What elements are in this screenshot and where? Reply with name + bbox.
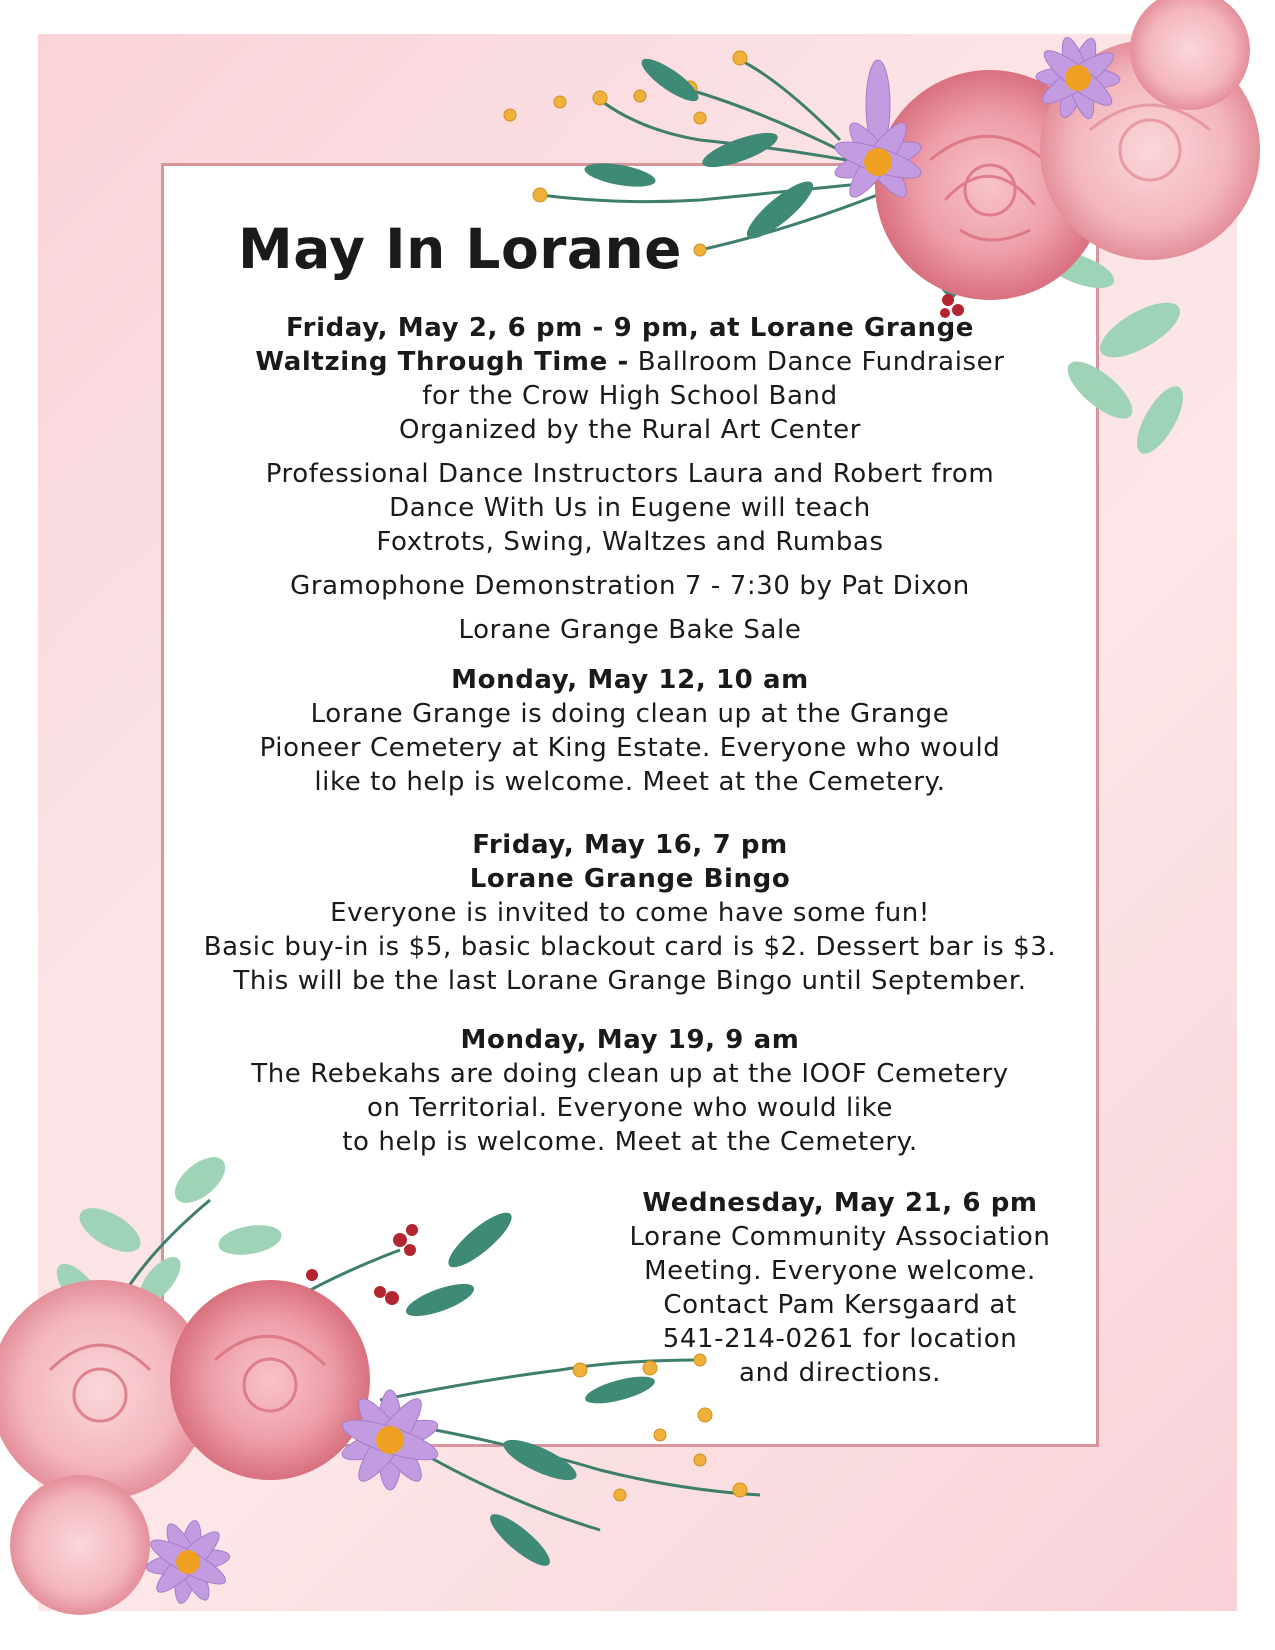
event-line: Organized by the Rural Art Center	[398, 415, 862, 445]
event-subtitle-rest: Ballroom Dance Fundraiser	[628, 347, 1005, 377]
page-title: May In Lorane	[238, 217, 682, 281]
event-may-21	[600, 1186, 1080, 1390]
event-may-16	[170, 828, 1090, 998]
event-line: Foxtrots, Swing, Waltzes and Rumbas	[376, 527, 884, 557]
event-may-2	[190, 311, 1070, 647]
event-line: Professional Dance Instructors Laura and Robert from	[265, 459, 995, 489]
event-heading: Monday, May 12, 10 am	[451, 665, 809, 695]
event-line: Lorane Grange Bake Sale	[458, 615, 802, 645]
event-line: Meeting. Everyone welcome.	[644, 1256, 1036, 1286]
event-line: Gramophone Demonstration 7 - 7:30 by Pat Dixon	[290, 571, 970, 601]
event-line: 541-214-0261 for location	[662, 1324, 1018, 1354]
event-may-19	[190, 1023, 1070, 1159]
event-line: This will be the last Lorane Grange Bingo until September.	[233, 966, 1027, 996]
event-line: Lorane Community Association	[629, 1222, 1051, 1252]
event-line: The Rebekahs are doing clean up at the IOOF Cemetery	[251, 1059, 1009, 1089]
event-line: like to help is welcome. Meet at the Cemetery.	[314, 767, 946, 797]
event-subtitle	[190, 345, 1070, 379]
event-may-12	[190, 663, 1070, 799]
event-line: on Territorial. Everyone who would like	[366, 1093, 894, 1123]
event-line: Everyone is invited to come have some fun!	[330, 898, 930, 928]
event-heading-2: Lorane Grange Bingo	[469, 864, 791, 894]
event-line: to help is welcome. Meet at the Cemetery.	[342, 1127, 918, 1157]
event-line: and directions.	[739, 1358, 941, 1388]
event-line: Dance With Us in Eugene will teach	[389, 493, 871, 523]
event-heading: Monday, May 19, 9 am	[460, 1025, 800, 1055]
event-line: Lorane Grange is doing clean up at the Grange	[310, 699, 950, 729]
event-line: Basic buy-in is $5, basic blackout card is $2. Dessert bar is $3.	[203, 932, 1057, 962]
event-subtitle-bold: Waltzing Through Time -	[255, 347, 629, 377]
event-heading: Friday, May 2, 6 pm - 9 pm, at Lorane Grange	[285, 313, 975, 343]
event-heading: Friday, May 16, 7 pm	[472, 830, 788, 860]
event-line: for the Crow High School Band	[422, 381, 838, 411]
event-heading: Wednesday, May 21, 6 pm	[642, 1188, 1038, 1218]
event-line: Contact Pam Kersgaard at	[663, 1290, 1017, 1320]
event-line: Pioneer Cemetery at King Estate. Everyone who would	[259, 733, 1001, 763]
